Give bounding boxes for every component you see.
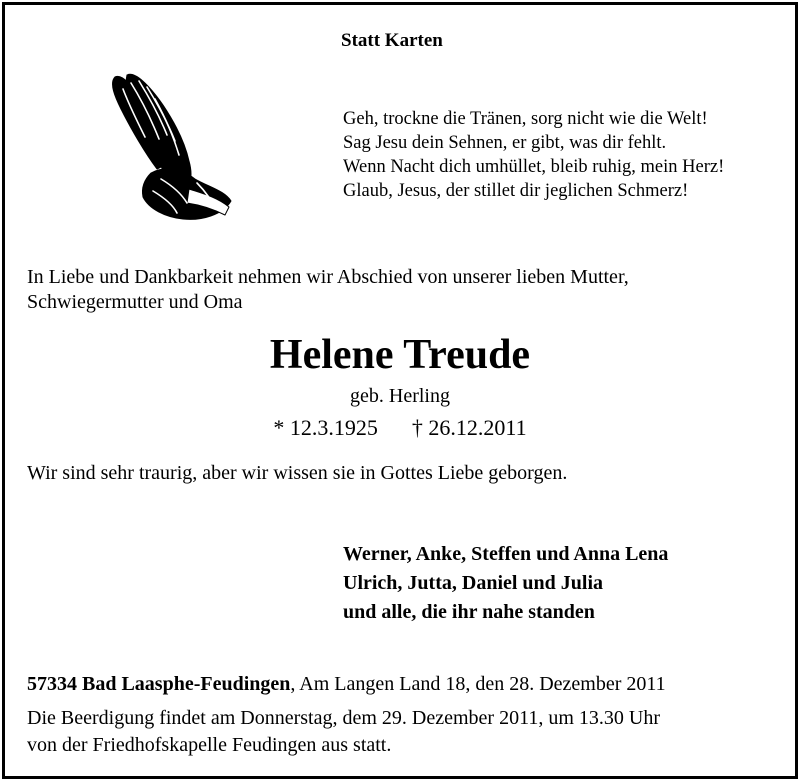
funeral-line: von der Friedhofskapelle Feudingen aus statt.: [27, 734, 392, 756]
life-dates: [5, 415, 795, 441]
family-line: Ulrich, Jutta, Daniel und Julia: [343, 572, 604, 594]
praying-hands-icon: [105, 69, 235, 225]
poem-line: Wenn Nacht dich umhüllet, bleib ruhig, mein Herz!: [343, 157, 725, 177]
address-rest: , Am Langen Land 18, den 28. Dezember 2011: [290, 673, 666, 695]
obituary-notice: [2, 2, 798, 779]
funeral-line: Die Beerdigung findet am Donnerstag, dem 29. Dezember 2011, um 13.30 Uhr: [27, 707, 660, 729]
deceased-name: Helene Treude: [269, 332, 531, 378]
poem-line: Geh, trockne die Tränen, sorg nicht wie die Welt!: [343, 109, 708, 129]
maiden-name: geb. Herling: [350, 385, 450, 407]
intro-line: In Liebe und Dankbarkeit nehmen wir Abschied von unserer lieben Mutter,: [27, 266, 629, 288]
family-list: [343, 540, 668, 627]
address-line: [27, 673, 666, 696]
birth-date: * 12.3.1925: [273, 415, 378, 440]
message-text: Wir sind sehr traurig, aber wir wissen sie in Gottes Liebe geborgen.: [27, 462, 568, 484]
poem-line: Glaub, Jesus, der stillet dir jeglichen Schmerz!: [343, 181, 689, 201]
funeral-info: [27, 705, 660, 759]
death-date: † 26.12.2011: [411, 415, 527, 440]
family-line: und alle, die ihr nahe standen: [343, 601, 595, 623]
poem: [343, 107, 724, 203]
header-title: Statt Karten: [341, 30, 443, 51]
address-place: 57334 Bad Laasphe-Feudingen: [27, 673, 291, 695]
intro-line: Schwiegermutter und Oma: [27, 291, 243, 313]
family-line: Werner, Anke, Steffen und Anna Lena: [343, 543, 669, 565]
intro-text: [27, 265, 629, 315]
poem-line: Sag Jesu dein Sehnen, er gibt, was dir fehlt.: [343, 133, 667, 153]
